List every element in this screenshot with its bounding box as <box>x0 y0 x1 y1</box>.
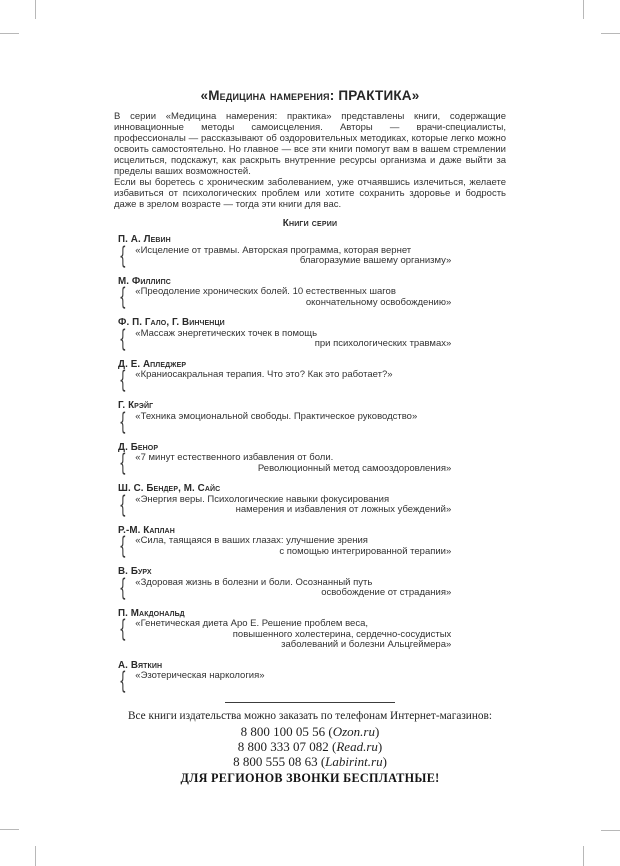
book-title-line: «Краниосакральная терапия. Что это? Как это работает?» <box>135 369 393 380</box>
brace-icon: { <box>119 241 127 270</box>
close-paren: ) <box>375 724 380 739</box>
brace-icon: { <box>119 573 127 602</box>
book-author: М. Филлипс <box>118 275 171 287</box>
crop-mark-bottom-left-horizontal <box>0 829 19 830</box>
book-title-line: «Исцеление от травмы. Авторская программа, которая вернет <box>135 244 412 256</box>
phone-number: 8 800 100 05 56 <box>240 724 329 739</box>
series-title-caps: ПРАКТИКА» <box>338 88 420 103</box>
book-title <box>135 412 451 423</box>
brace-icon: { <box>119 615 127 643</box>
phone-list <box>114 724 506 769</box>
brace-icon: { <box>119 532 127 560</box>
book-title <box>135 329 451 350</box>
crop-mark-bottom-right-vertical <box>583 846 584 866</box>
book-entry <box>114 359 506 392</box>
list-heading: Книги серии <box>282 218 338 229</box>
brace-icon: { <box>119 407 127 436</box>
shop-name: Read.ru <box>336 739 378 754</box>
book-author: В. Бурх <box>118 566 152 577</box>
footer-divider <box>225 702 395 703</box>
book-title-row <box>118 449 506 477</box>
book-title-row <box>118 283 506 311</box>
book-title-line: при психологических травмах» <box>314 338 452 349</box>
book-title-row <box>118 241 506 270</box>
brace-icon: { <box>119 490 127 519</box>
book-entry <box>114 234 506 270</box>
book-title-row <box>118 573 506 602</box>
phone-number: 8 800 555 08 63 <box>233 754 321 769</box>
book-entry <box>114 525 506 558</box>
order-info: Все книги издательства можно заказать по телефонам Интернет-магазинов: <box>127 710 493 722</box>
close-paren: ) <box>377 739 383 754</box>
shop-name: Ozon.ru <box>332 724 375 739</box>
book-title <box>135 453 451 474</box>
book-title <box>135 246 451 267</box>
brace-icon: { <box>119 449 127 477</box>
book-title-line: «Генетическая диета Apo E. Решение проблем веса, <box>135 618 368 629</box>
book-title <box>135 536 451 557</box>
book-entry <box>114 400 506 436</box>
crop-mark-top-left-horizontal <box>0 33 19 34</box>
book-title-row <box>118 532 506 560</box>
book-title-line: повышенного холестерина, сердечно-сосудистых <box>232 628 452 640</box>
book-title-line: «Сила, таящаяся в ваших глазах: улучшение зрения <box>135 535 368 546</box>
book-entry <box>114 566 506 602</box>
book-title-line: «7 минут естественного избавления от боли. <box>135 452 334 463</box>
book-title-line: «Преодоление хронических болей. 10 естественных шагов <box>135 286 396 297</box>
book-title <box>135 578 451 599</box>
phone-line <box>114 724 506 739</box>
book-author: Р.-М. Каплан <box>118 524 175 536</box>
crop-mark-top-left-vertical <box>35 0 36 19</box>
book-title-row <box>118 407 506 436</box>
series-title-smallcaps: «Медицина намерения: <box>200 88 335 103</box>
book-title-row <box>118 324 506 353</box>
book-entry <box>114 608 506 651</box>
book-title <box>135 671 451 682</box>
crop-mark-top-right-horizontal <box>601 33 620 34</box>
book-title-line: Революционный метод самооздоровления» <box>257 462 452 474</box>
book-author: П. Макдональд <box>118 607 185 619</box>
book-title-row <box>118 667 506 695</box>
book-title-line: «Эзотерическая наркология» <box>135 670 265 681</box>
book-title-row <box>118 366 506 394</box>
book-title-line: с помощью интегрированной терапии» <box>279 545 452 557</box>
intro-paragraph-2: Если вы боретесь с хроническим заболеванием, уже отчаявшись излечиться, желаете избавиться от психологических проблем или хотите сохранить здоровье и бодрость даже в зрелом возрасте — тогда эти книги для вас. <box>114 177 506 210</box>
series-title <box>114 88 506 103</box>
crop-mark-top-right-vertical <box>583 0 584 19</box>
book-title-line: окончательному освобождению» <box>305 296 452 308</box>
open-paren: ( <box>332 739 337 754</box>
book-title-line: «Энергия веры. Психологические навыки фокусирования <box>135 493 390 505</box>
book-title-line: заболеваний и болезни Альцгеймера» <box>281 639 452 650</box>
book-author: Д. Е. Апледжер <box>118 358 187 370</box>
shop-name: Labirint.ru <box>325 754 383 769</box>
book-title <box>135 287 451 308</box>
brace-icon: { <box>119 366 127 394</box>
close-paren: ) <box>382 754 387 769</box>
brace-icon: { <box>119 324 127 353</box>
book-author: Ф. П. Гало, Г. Винченци <box>118 317 225 328</box>
book-title <box>135 495 451 516</box>
book-author: Д. Бенор <box>118 441 159 453</box>
book-author: А. Вяткин <box>118 659 163 671</box>
brace-icon: { <box>119 667 127 695</box>
book-title-line: «Здоровая жизнь в болезни и боли. Осознанный путь <box>135 576 373 588</box>
book-author: П. А. Левин <box>118 234 171 245</box>
open-paren: ( <box>328 724 333 739</box>
phone-line <box>114 739 506 754</box>
book-title <box>135 619 451 651</box>
book-entry <box>114 276 506 309</box>
phone-line <box>114 754 506 769</box>
footer <box>114 702 506 786</box>
open-paren: ( <box>320 754 326 769</box>
crop-mark-bottom-right-horizontal <box>601 830 620 831</box>
book-entry <box>114 317 506 353</box>
book-entry <box>114 660 506 693</box>
phone-number: 8 800 333 07 082 <box>237 739 333 754</box>
book-title-row <box>118 615 506 651</box>
crop-mark-bottom-left-vertical <box>35 846 36 866</box>
book-title-line: намерения и избавления от ложных убеждений» <box>235 504 452 515</box>
book-title-line: «Массаж энергетических точек в помощь <box>135 327 318 339</box>
book-author: Ш. С. Бендер, М. Сайс <box>118 483 221 494</box>
book-list <box>114 234 506 695</box>
book-entry <box>114 483 506 519</box>
book-title-line: освобождение от страдания» <box>321 587 452 598</box>
page-content <box>114 88 506 786</box>
intro-paragraph-1: В серии «Медицина намерения: практика» представлены книги, содержащие инновационные методы самоисцеления. Авторы — врачи-специалисты, профессионалы — рассказывают об оздоровительных методиках, которые легко можно освоить самостоятельно. Но главное — все эти книги помогут вам в вашем стремлении исцелиться, подскажут, как раскрыть внутренние ресурсы организма и даже выйти за пределы ваших возможностей. <box>114 111 506 177</box>
regions-note: ДЛЯ РЕГИОНОВ ЗВОНКИ БЕСПЛАТНЫЕ! <box>180 771 440 785</box>
brace-icon: { <box>119 283 127 311</box>
book-title-row <box>118 490 506 519</box>
book-title <box>135 370 451 381</box>
book-title-line: благоразумие вашему организму» <box>299 255 452 266</box>
book-entry <box>114 442 506 475</box>
book-title-line: «Техника эмоциональной свободы. Практическое руководство» <box>135 410 418 422</box>
book-author: Г. Крэйг <box>118 400 154 411</box>
